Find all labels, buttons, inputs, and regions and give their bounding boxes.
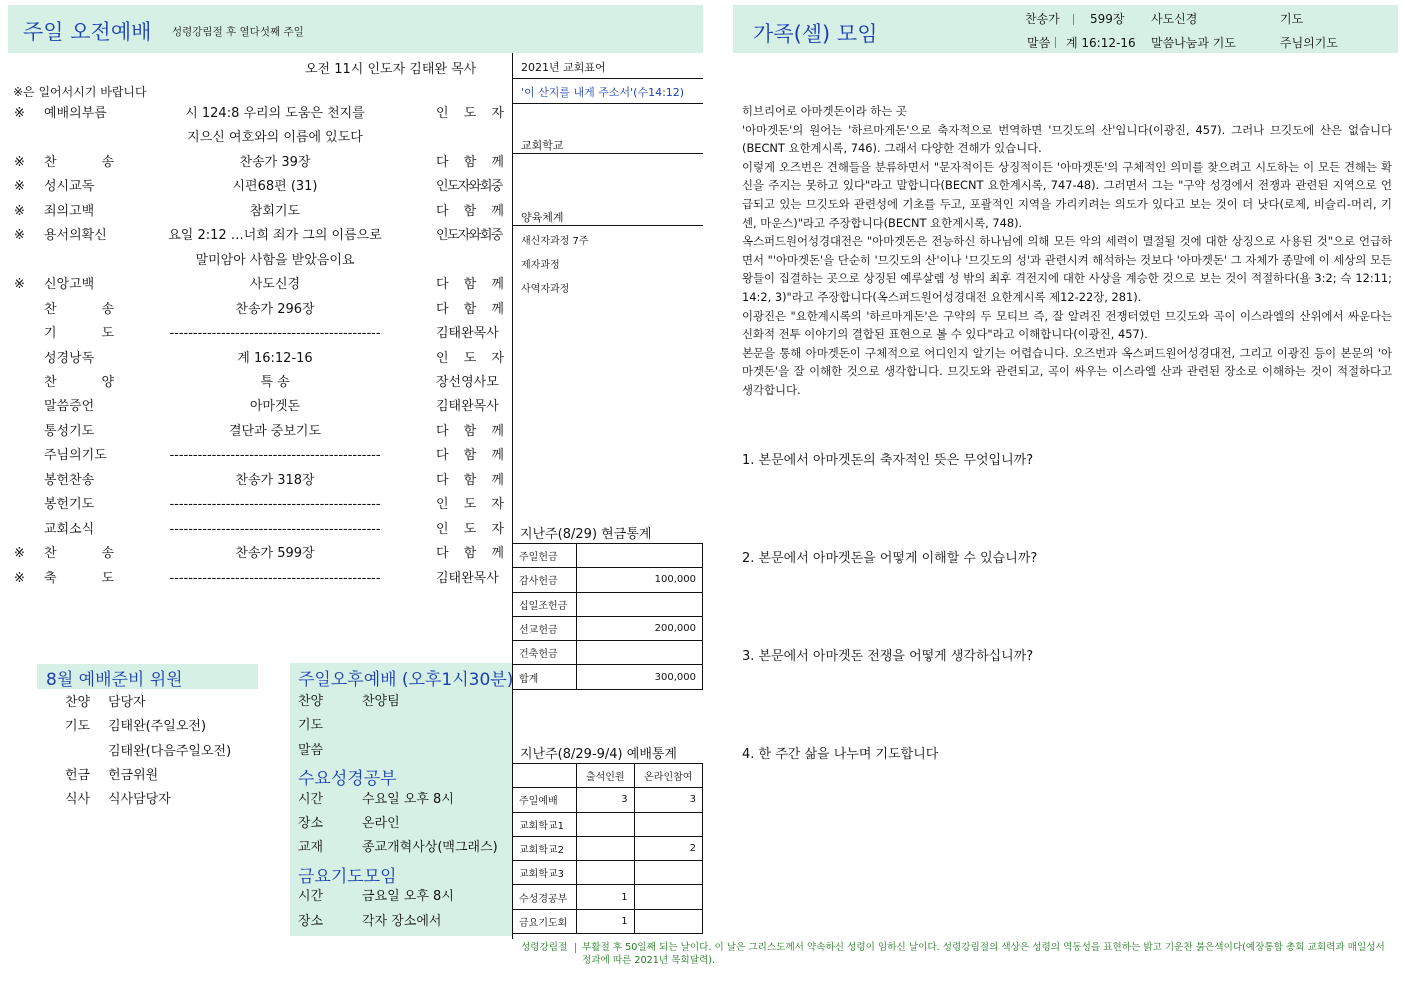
offering-row <box>513 592 703 616</box>
schedule-value: 종교개혁사상(맥그래스) <box>362 840 498 856</box>
attendance-row <box>513 909 703 933</box>
schedule-value: 금요일 오후 8시 <box>362 889 454 905</box>
service-row <box>0 175 512 199</box>
schedule-label: 찬양 <box>298 694 324 709</box>
question-item: 1. 본문에서 아마겟돈의 축자적인 뜻은 무엇입니까? <box>742 453 1034 468</box>
service-item-content: 시편68편 (31) <box>232 179 318 195</box>
cell-hymn-value: 599장 <box>1090 12 1125 26</box>
motto-text: '이 산지를 내게 주소서'(수14:12) <box>521 86 685 99</box>
offering-label: 주일헌금 <box>513 544 577 568</box>
attendance-header: 출석인원 <box>577 764 635 788</box>
offering-label: 건축헌금 <box>513 641 577 665</box>
service-item-leader: 인 도 자 <box>436 106 504 121</box>
attendance-title: 지난주(8/29-9/4) 예배통계 <box>520 747 677 762</box>
service-row <box>0 518 512 542</box>
service-item-leader: 다 함 께 <box>436 301 504 317</box>
training-label: 양육체계 <box>521 211 564 224</box>
standing-mark: ※ <box>14 228 25 244</box>
committee-person: 식사담당자 <box>108 792 171 808</box>
cell-header <box>733 5 1398 53</box>
cell-hymn-label: 찬송가 <box>1025 12 1060 26</box>
committee-person: 담당자 <box>108 695 146 710</box>
service-leader-line: 오전 11시 인도자 김태완 목사 <box>305 62 477 77</box>
service-item-leader: 다 함 께 <box>436 154 504 170</box>
standing-mark: ※ <box>14 203 25 219</box>
attendance-row <box>513 788 703 812</box>
course-item: 사역자과정 <box>521 284 570 295</box>
footer-text: 부활절 후 50일째 되는 날이다. 이 날은 그리스도께서 약속하신 성령이 임하신 날이다. 성령강림절의 색상은 성령의 역동성을 표현하는 밝고 기운찬 붉은색이다(예장통합 총회 교회력과 매일성서정과에 따른 2021년 목회달력). <box>582 942 1385 966</box>
service-row <box>0 151 512 175</box>
service-item-content: 말미암아 사함을 받았음이요 <box>195 252 355 268</box>
service-item-name: 주님의기도 <box>44 448 107 464</box>
service-item-leader: 인도자와회중 <box>436 179 502 195</box>
service-item-name: 성시교독 <box>44 179 95 195</box>
offering-value <box>577 544 703 568</box>
wednesday-study-title: 수요성경공부 <box>298 769 397 790</box>
service-item-leader: 김태완목사 <box>436 570 499 586</box>
offering-value: 200,000 <box>577 616 703 640</box>
cell-word-label: 말씀 <box>1027 36 1051 50</box>
committee-title: 8월 예배준비 위원 <box>46 670 183 690</box>
attendance-online <box>634 812 702 836</box>
service-item-name: 찬 송 <box>44 546 114 562</box>
service-row <box>0 200 512 224</box>
footer-divider <box>575 943 576 953</box>
standing-note: ※은 일어서시기 바랍니다 <box>13 85 147 99</box>
service-row <box>0 444 512 468</box>
motto-rule <box>512 103 703 104</box>
service-item-name: 찬 송 <box>44 154 114 170</box>
committee-role: 찬양 <box>65 695 91 710</box>
attendance-present: 1 <box>577 885 635 909</box>
service-item-leader: 김태완목사 <box>436 399 499 415</box>
attendance-present <box>577 861 635 885</box>
service-row <box>0 347 512 371</box>
attendance-present <box>577 812 635 836</box>
offering-table <box>512 543 703 690</box>
service-item-leader: 다 함 께 <box>436 203 504 219</box>
service-item-content: 시 124:8 우리의 도움은 천지를 <box>185 106 365 121</box>
sermon-body <box>742 102 1392 400</box>
service-item-content: 찬송가 599장 <box>235 546 315 562</box>
service-row <box>0 542 512 566</box>
service-item-content: 아마겟돈 <box>249 399 301 415</box>
service-item-leader: 인 도 자 <box>436 497 504 513</box>
motto-rule <box>512 78 703 79</box>
service-row <box>0 273 512 297</box>
page-subtitle: 성령강림절 후 열다섯째 주일 <box>172 26 304 38</box>
training-rule <box>512 225 703 226</box>
committee-title-box <box>37 664 258 689</box>
footer-label: 성령강림절 <box>521 942 568 953</box>
sermon-paragraph: 이렇게 오즈번은 견해들을 분류하면서 "문자적이든 상징적이든 '아마겟돈'의 구체적인 의미를 찾으려고 시도하는 이 모든 견해는 확신을 주지는 못하고 있다"라고 말합니다(BECNT 요한계시록, 747-48). 그러면서 그는 "구약 성경에서 전쟁과 관련된 지역으로 언급되고 있는 므깃도와 관련성에 기초를 두고, 포괄적인 지역을 가리키려는 의도가 있다고 보는 것이 더 낫다(로제, 비슬리-머리, 기센, 마운스)"라고 주장합니다(BECNT 요한계시록, 748). <box>742 159 1392 230</box>
cell-title: 가족(셀) 모임 <box>753 22 878 46</box>
offering-value <box>577 592 703 616</box>
service-item-leader: 다 함 께 <box>436 448 504 464</box>
service-item-content: 지으신 여호와의 이름에 있도다 <box>187 130 363 146</box>
service-row <box>0 322 512 346</box>
service-item-leader: 다 함 께 <box>436 472 504 488</box>
attendance-header-row <box>513 764 703 788</box>
schedule-value: 온라인 <box>362 816 400 831</box>
attendance-online <box>634 861 702 885</box>
committee-person: 헌금위원 <box>108 767 159 783</box>
attendance-label: 교회학교3 <box>513 861 577 885</box>
service-item-content: --------------------------------------------- <box>169 497 381 513</box>
service-row <box>0 224 512 248</box>
service-item-content: --------------------------------------------- <box>169 326 381 342</box>
question-item: 3. 본문에서 아마겟돈 전쟁을 어떻게 생각하십니까? <box>742 649 1034 664</box>
motto-year: 2021년 교회표어 <box>521 61 606 74</box>
service-item-leader: 김태완목사 <box>436 326 499 342</box>
service-item-name: 축 도 <box>44 570 114 586</box>
question-item: 2. 본문에서 아마겟돈을 어떻게 이해할 수 있습니까? <box>742 551 1038 566</box>
service-row <box>0 371 512 395</box>
service-row <box>0 102 512 126</box>
sermon-paragraph: '아마겟돈'의 원어는 '하르마게돈'으로 축자적으로 번역하면 '므깃도의 산'입니다(이광진, 457). 그러나 므깃도에 산은 없습니다(BECNT 요한계시록, 746). 그래서 다양한 견해가 있습니다. <box>742 122 1392 156</box>
schedule-value: 찬양팀 <box>362 694 400 709</box>
question-item: 4. 한 주간 삶을 나누며 기도합니다 <box>742 747 939 762</box>
attendance-present: 1 <box>577 909 635 933</box>
service-item-name: 통성기도 <box>44 423 95 439</box>
attendance-table <box>512 763 703 934</box>
standing-mark: ※ <box>14 106 25 121</box>
service-item-leader: 다 함 께 <box>436 546 504 562</box>
schedule-label: 기도 <box>298 718 324 734</box>
schedule-label: 시간 <box>298 889 324 905</box>
service-header <box>8 5 703 53</box>
service-item-content: 사도신경 <box>249 277 301 293</box>
service-item-name: 찬 양 <box>44 374 114 390</box>
offering-value: 300,000 <box>577 665 703 689</box>
service-item-content: --------------------------------------------- <box>169 448 381 464</box>
service-row <box>0 298 512 322</box>
committee-role: 기도 <box>65 719 91 735</box>
service-item-content: 참회기도 <box>249 203 301 219</box>
service-item-content: --------------------------------------------- <box>169 570 381 586</box>
service-row <box>0 126 512 150</box>
cell-divider <box>1055 37 1056 48</box>
cell-share: 말씀나눔과 기도 <box>1151 36 1236 50</box>
friday-prayer-title: 금요기도모임 <box>298 866 397 887</box>
attendance-row <box>513 836 703 860</box>
offering-title: 지난주(8/29) 현금통계 <box>520 527 652 542</box>
sermon-paragraph: 본문을 통해 아마겟돈이 구체적으로 어디인지 알기는 어렵습니다. 오즈번과 옥스퍼드원어성경대전, 그리고 이광진 등이 본문의 '아마겟돈'을 잘 이해한 것으로 생각합니다. 므깃도와 관련되고, 곡이 싸우는 이스라엘 산과 관련된 장소로 이해하는 것이 적절하다고 생각합니다. <box>742 345 1392 397</box>
offering-row <box>513 641 703 665</box>
attendance-label: 교회학교2 <box>513 836 577 860</box>
page-title: 주일 오전예배 <box>23 20 152 44</box>
service-item-name: 용서의확신 <box>44 228 107 244</box>
course-item: 새신자과정 7주 <box>521 236 589 247</box>
service-item-content: 찬송가 296장 <box>235 301 315 317</box>
service-item-leader: 장선영사모 <box>436 374 499 390</box>
sermon-paragraph: 이광진은 "요한계시록의 '하르마게돈'은 구약의 두 모티브 즉, 잘 알려진 전쟁터였던 므깃도와 곡이 이스라엘의 산위에서 싸운다는 신화적 전투 이야기의 결합된 표현으로 볼 수 있다"라고 이해합니다(이광진, 457). <box>742 308 1392 342</box>
cell-lords-prayer: 주님의기도 <box>1280 36 1338 50</box>
offering-label: 십일조헌금 <box>513 592 577 616</box>
attendance-online: 2 <box>634 836 702 860</box>
service-item-content: 요일 2:12 …너희 죄가 그의 이름으로 <box>168 228 382 244</box>
service-item-name: 봉헌찬송 <box>44 472 95 488</box>
service-item-leader: 인 도 자 <box>436 521 504 537</box>
service-row <box>0 395 512 419</box>
offering-value: 100,000 <box>577 568 703 592</box>
standing-mark: ※ <box>14 179 25 195</box>
service-item-leader: 다 함 께 <box>436 423 504 439</box>
service-item-leader: 인 도 자 <box>436 350 504 366</box>
school-label: 교회학교 <box>521 139 564 152</box>
service-row <box>0 249 512 273</box>
attendance-online: 3 <box>634 788 702 812</box>
offering-value <box>577 641 703 665</box>
sermon-paragraph: 옥스퍼드원어성경대전은 "아마겟돈은 전능하신 하나님에 의해 모든 악의 세력이 멸절될 것에 대한 상징으로 사용된 것"으로 언급하면서 "'아마겟돈'을 단순히 '므깃도의 산'이나 '므깃도의 성'과 관련시켜 해석하는 것보다 '아마겟돈' 그 자체가 종말에 이 세상의 모든 왕들이 집결하는 곳으로 상징된 예루살렘 성 밖의 최후 격전지에 대한 사상을 계승한 것으로 보는 것이 적절하다(욜 3:2; 슥 12:11; 14:2, 3)"라고 주장합니다(옥스퍼드원어성경대전 요한계시록 제12-22장, 281). <box>742 234 1392 304</box>
cell-word-value: 계 16:12-16 <box>1066 36 1136 50</box>
service-item-content: 계 16:12-16 <box>237 350 313 366</box>
attendance-label: 수성경공부 <box>513 885 577 909</box>
schedule-value: 각자 장소에서 <box>362 913 442 929</box>
service-item-content: 특 송 <box>260 374 290 390</box>
service-item-name: 교회소식 <box>44 521 95 537</box>
offering-row <box>513 544 703 568</box>
service-row <box>0 567 512 591</box>
offering-row <box>513 568 703 592</box>
standing-mark: ※ <box>14 570 25 586</box>
service-row <box>0 493 512 517</box>
standing-mark: ※ <box>14 546 25 562</box>
attendance-row <box>513 885 703 909</box>
service-item-name: 말씀증언 <box>44 399 95 415</box>
attendance-present <box>577 836 635 860</box>
standing-mark: ※ <box>14 277 25 293</box>
attendance-online <box>634 909 702 933</box>
schedule-label: 교재 <box>298 840 324 856</box>
cell-prayer: 기도 <box>1280 12 1304 26</box>
attendance-row <box>513 861 703 885</box>
committee-role: 식사 <box>65 792 91 808</box>
attendance-corner <box>513 764 577 788</box>
schedule-label: 시간 <box>298 791 324 807</box>
committee-person: 김태완(다음주일오전) <box>108 743 232 759</box>
service-item-leader: 인도자와회중 <box>436 228 502 244</box>
service-item-name: 신앙고백 <box>44 277 95 293</box>
committee-person: 김태완(주일오전) <box>108 719 207 735</box>
attendance-online <box>634 885 702 909</box>
service-item-leader: 다 함 께 <box>436 277 504 293</box>
service-item-name: 찬 송 <box>44 301 114 317</box>
attendance-row <box>513 812 703 836</box>
schedule-value: 수요일 오후 8시 <box>362 791 454 807</box>
schedule-label: 말씀 <box>298 742 324 758</box>
school-rule <box>512 153 703 154</box>
offering-row <box>513 616 703 640</box>
service-item-content: 찬송가 39장 <box>239 154 311 170</box>
attendance-label: 금요기도회 <box>513 909 577 933</box>
schedule-label: 장소 <box>298 913 324 929</box>
offering-label: 선교헌금 <box>513 616 577 640</box>
committee-role: 헌금 <box>65 767 91 783</box>
sermon-heading: 히브리어로 아마겟돈이라 하는 곳 <box>742 104 907 118</box>
attendance-present: 3 <box>577 788 635 812</box>
offering-label: 감사헌금 <box>513 568 577 592</box>
service-row <box>0 420 512 444</box>
service-item-content: 결단과 중보기도 <box>228 423 322 439</box>
service-item-name: 죄의고백 <box>44 203 95 219</box>
service-item-name: 봉헌기도 <box>44 497 95 513</box>
standing-mark: ※ <box>14 154 25 170</box>
offering-row <box>513 665 703 689</box>
afternoon-title: 주일오후예배 (오후1시30분) <box>298 670 514 690</box>
service-item-content: --------------------------------------------- <box>169 521 381 537</box>
attendance-label: 교회학교1 <box>513 812 577 836</box>
attendance-label: 주일예배 <box>513 788 577 812</box>
service-item-name: 예배의부름 <box>44 106 107 121</box>
offering-label: 합계 <box>513 665 577 689</box>
cell-creed: 사도신경 <box>1151 12 1198 26</box>
course-item: 제자과정 <box>521 260 560 271</box>
service-item-name: 성경낭독 <box>44 350 95 366</box>
service-row <box>0 469 512 493</box>
attendance-header: 온라인참여 <box>634 764 702 788</box>
schedule-label: 장소 <box>298 816 324 831</box>
service-item-name: 기 도 <box>44 326 114 342</box>
cell-divider <box>1073 14 1074 25</box>
service-item-content: 찬송가 318장 <box>235 472 315 488</box>
